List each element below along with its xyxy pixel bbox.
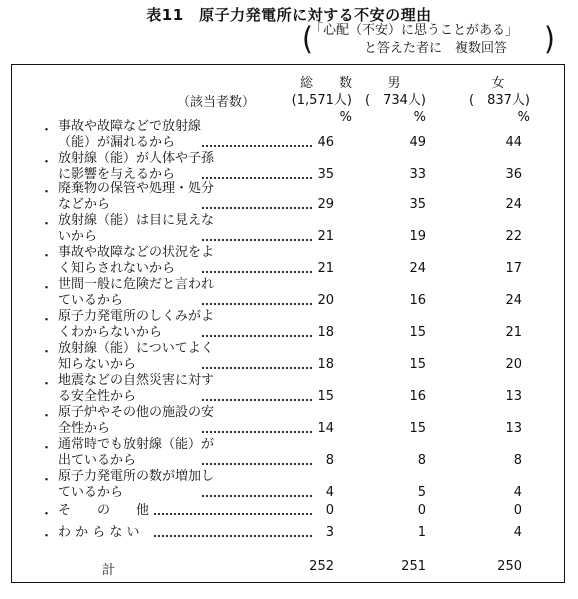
row-label: 放射線（能）は目に見えな いから bbox=[58, 213, 215, 244]
value-total: 20 bbox=[317, 293, 334, 308]
value-male: 35 bbox=[409, 197, 426, 212]
value-female: 8 bbox=[513, 453, 522, 468]
survey-table bbox=[11, 64, 565, 583]
note-line-1: 「心配（不安）に思うことがある」 bbox=[310, 23, 519, 38]
value-total: 14 bbox=[317, 421, 334, 436]
row-label: 事故や故障などの状況をよ く知らされないから bbox=[58, 245, 215, 276]
row-bullet: ・ bbox=[40, 281, 54, 296]
row-bullet: ・ bbox=[40, 409, 54, 424]
value-male: 1 bbox=[417, 525, 426, 540]
leader-dots bbox=[154, 497, 312, 515]
value-female: 17 bbox=[505, 261, 522, 276]
col-header-total-unit: % bbox=[339, 110, 352, 125]
row-label: 廃棄物の保管や処理・処分 などから bbox=[58, 181, 215, 212]
value-female: 13 bbox=[505, 389, 522, 404]
table-row bbox=[12, 151, 566, 185]
col-header-total-count: (1,571人) bbox=[291, 93, 352, 108]
value-male: 24 bbox=[409, 261, 426, 276]
value-total: 35 bbox=[317, 167, 334, 182]
table-row bbox=[12, 309, 566, 343]
value-total: 29 bbox=[317, 197, 334, 212]
col-header-female-name: 女 bbox=[491, 76, 505, 91]
col-header-female-count: ( 837人) bbox=[469, 93, 530, 108]
row-label: 放射線（能）が人体や子孫 に影響を与えるから bbox=[58, 151, 215, 182]
table-row bbox=[12, 213, 566, 247]
value-male: 16 bbox=[409, 293, 426, 308]
table-row bbox=[12, 525, 566, 559]
value-female: 24 bbox=[505, 293, 522, 308]
row-bullet: ・ bbox=[40, 249, 54, 264]
table-row bbox=[12, 277, 566, 311]
row-bullet: ・ bbox=[40, 123, 54, 138]
value-male: 8 bbox=[417, 453, 426, 468]
row-bullet: ・ bbox=[40, 345, 54, 360]
col-header-male-name: 男 bbox=[387, 76, 401, 91]
value-male: 19 bbox=[409, 229, 426, 244]
row-bullet: ・ bbox=[40, 377, 54, 392]
value-total: 0 bbox=[325, 503, 334, 518]
row-bullet: ・ bbox=[40, 185, 54, 200]
value-total: 21 bbox=[317, 261, 334, 276]
value-male: 15 bbox=[409, 421, 426, 436]
leader-dots bbox=[154, 519, 312, 537]
value-male: 15 bbox=[409, 357, 426, 372]
value-female: 4 bbox=[513, 485, 522, 500]
value-male: 49 bbox=[409, 135, 426, 150]
value-total: 15 bbox=[317, 389, 334, 404]
value-female: 36 bbox=[505, 167, 522, 182]
row-label: 放射線（能）についてよく 知らないから bbox=[58, 341, 214, 372]
table-row bbox=[12, 437, 566, 471]
note-close-paren: ) bbox=[544, 20, 555, 57]
value-female: 0 bbox=[513, 503, 522, 518]
value-male: 0 bbox=[417, 503, 426, 518]
total-label: 計 bbox=[102, 563, 116, 578]
note-line-2: と答えた者に 複数回答 bbox=[364, 41, 508, 56]
col-header-male-unit: % bbox=[413, 110, 426, 125]
value-total: 18 bbox=[317, 357, 334, 372]
col-header-male-count: ( 734人) bbox=[365, 93, 426, 108]
row-label: 原子炉やその他の施設の安 全性から bbox=[58, 405, 215, 436]
row-label: 原子力発電所の数が増加し ているから bbox=[58, 469, 215, 500]
value-total: 8 bbox=[325, 453, 334, 468]
col-header-total-name: 総 数 bbox=[299, 76, 352, 91]
value-total: 18 bbox=[317, 325, 334, 340]
value-female: 22 bbox=[505, 229, 522, 244]
row-label: わ か ら な い bbox=[58, 525, 140, 540]
table-row bbox=[12, 405, 566, 439]
value-female: 44 bbox=[505, 135, 522, 150]
value-male: 33 bbox=[409, 167, 426, 182]
value-female: 20 bbox=[505, 357, 522, 372]
col-header-female-unit: % bbox=[517, 110, 530, 125]
value-male: 15 bbox=[409, 325, 426, 340]
value-male: 16 bbox=[409, 389, 426, 404]
value-female: 24 bbox=[505, 197, 522, 212]
table-title: 表11 原子力発電所に対する不安の理由 bbox=[146, 6, 432, 24]
row-label: 世間一般に危険だと言われ ているから bbox=[58, 277, 215, 308]
note-open-paren: ( bbox=[302, 20, 313, 57]
total-value-male: 251 bbox=[401, 559, 426, 574]
row-label: 原子力発電所のしくみがよ くわからないから bbox=[58, 309, 215, 340]
table-row bbox=[12, 119, 566, 153]
value-total: 3 bbox=[325, 525, 334, 540]
row-bullet: ・ bbox=[40, 507, 54, 522]
value-female: 21 bbox=[505, 325, 522, 340]
value-total: 21 bbox=[317, 229, 334, 244]
row-bullet: ・ bbox=[40, 155, 54, 170]
row-label: そ の 他 bbox=[58, 503, 150, 518]
respondents-header: （該当者数） bbox=[177, 95, 256, 110]
table-row bbox=[12, 341, 566, 375]
row-bullet: ・ bbox=[40, 529, 54, 544]
row-bullet: ・ bbox=[40, 217, 54, 232]
table-row bbox=[12, 181, 566, 215]
row-label: 地震などの自然災害に対す る安全性から bbox=[58, 373, 215, 404]
table-row bbox=[12, 373, 566, 407]
total-value-female: 250 bbox=[497, 559, 522, 574]
value-total: 4 bbox=[325, 485, 334, 500]
row-bullet: ・ bbox=[40, 313, 54, 328]
row-bullet: ・ bbox=[40, 473, 54, 488]
row-label: 通常時でも放射線（能）が 出ているから bbox=[58, 437, 215, 468]
value-total: 46 bbox=[317, 135, 334, 150]
value-female: 4 bbox=[513, 525, 522, 540]
row-bullet: ・ bbox=[40, 441, 54, 456]
value-female: 13 bbox=[505, 421, 522, 436]
note bbox=[304, 22, 566, 58]
table-row bbox=[12, 245, 566, 279]
value-male: 5 bbox=[417, 485, 426, 500]
total-value-total: 252 bbox=[309, 559, 334, 574]
row-label: 事故や故障などで放射線 （能）が漏れるから bbox=[58, 119, 202, 150]
